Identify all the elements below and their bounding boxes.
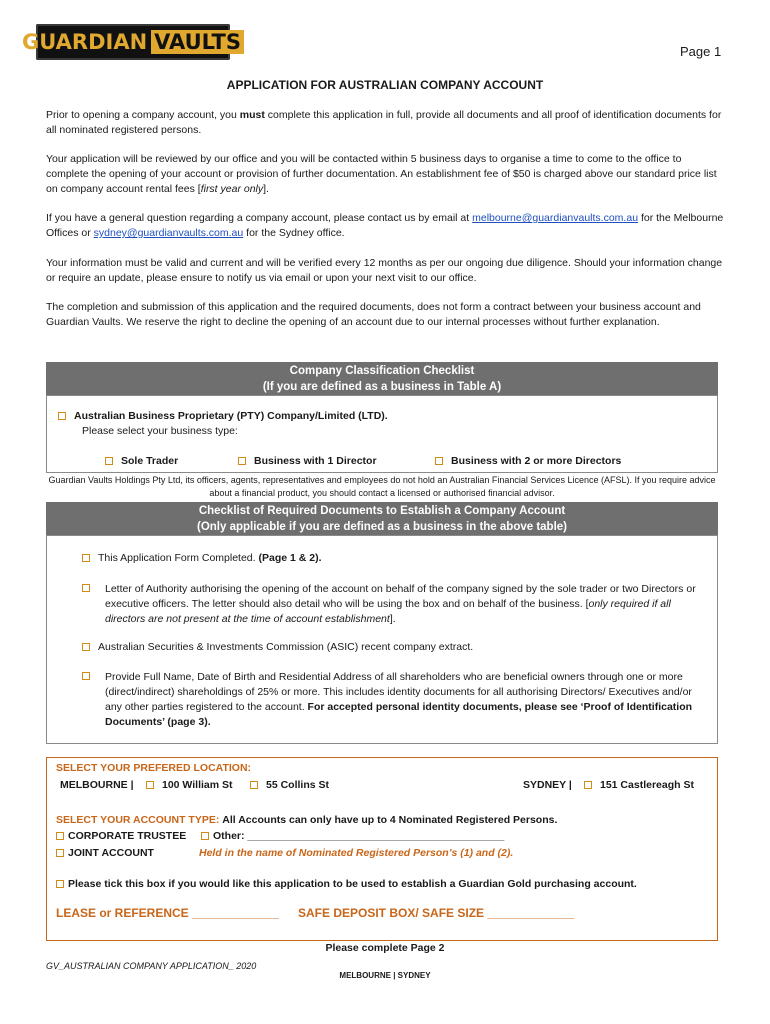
checkbox-icon[interactable] — [435, 457, 443, 465]
type-label: Business with 1 Director — [254, 455, 377, 467]
option-label: Other: ____________________________________________ — [213, 830, 505, 842]
page-title: APPLICATION FOR AUSTRALIAN COMPANY ACCOUNT — [226, 78, 544, 92]
checkbox-icon[interactable] — [146, 781, 154, 789]
account-type-heading: SELECT YOUR ACCOUNT TYPE: — [56, 814, 220, 826]
checkbox-icon[interactable] — [584, 781, 592, 789]
intro-paragraph-2 — [46, 152, 726, 197]
checkbox-icon[interactable] — [82, 672, 90, 680]
guardian-vaults-logo — [22, 24, 241, 60]
checkbox-icon[interactable] — [56, 849, 64, 857]
lease-reference-field[interactable]: LEASE or REFERENCE _____________ — [56, 906, 279, 920]
joint-account-note: Held in the name of Nominated Registered Person’s (1) and (2). — [199, 847, 514, 859]
type-sole-trader[interactable] — [105, 455, 178, 467]
type-two-directors[interactable] — [435, 455, 621, 467]
location-heading: SELECT YOUR PREFERED LOCATION: — [56, 762, 252, 774]
text: ]. — [263, 183, 269, 195]
checkbox-icon[interactable] — [82, 584, 90, 592]
text-bold: must — [239, 109, 265, 121]
text: Prior to opening a company account, you — [46, 109, 240, 121]
text-italic: first year only — [200, 183, 264, 195]
option-label: CORPORATE TRUSTEE — [68, 830, 187, 842]
logo-word-vaults: VAULTS — [151, 30, 244, 54]
text: for the Sydney office. — [243, 227, 345, 239]
account-corporate-trustee[interactable] — [56, 830, 186, 842]
doc-item-letter-of-authority — [105, 582, 705, 627]
item-text: Letter of Authority authorising the opening of the account on behalf of the company signed by the sole trader or two Directors or executive officers. The letter should also detail who will be using the box and on behalf of the business. [ — [105, 583, 696, 610]
footer-offices: MELBOURNE | SYDNEY — [339, 971, 431, 980]
sydney-email-link[interactable]: sydney@guardianvaults.com.au — [93, 227, 244, 239]
option-label: 151 Castlereagh St — [600, 779, 694, 791]
header-line-1: Company Classification Checklist — [289, 365, 475, 377]
type-label: Business with 2 or more Directors — [451, 455, 622, 467]
item-text: Australian Securities & Investments Commission (ASIC) recent company extract. — [98, 641, 474, 653]
option-label: Please tick this box if you would like this application to be used to establish a Guardian Gold purchasing account. — [68, 878, 637, 890]
doc-item-letter-checkbox[interactable] — [82, 582, 100, 594]
checkbox-icon[interactable] — [82, 643, 90, 651]
option-label: 100 William St — [162, 779, 233, 791]
melbourne-label: MELBOURNE | — [60, 779, 134, 791]
checkbox-icon[interactable] — [250, 781, 258, 789]
checkbox-icon[interactable] — [201, 832, 209, 840]
safe-size-field[interactable]: SAFE DEPOSIT BOX/ SAFE SIZE _____________ — [298, 906, 575, 920]
account-other[interactable] — [201, 830, 504, 842]
pty-company-option[interactable] — [58, 410, 388, 422]
account-type-row — [56, 814, 557, 826]
location-151-castlereagh-st[interactable] — [584, 779, 694, 791]
text: for the Melbourne Offices or — [46, 212, 724, 239]
option-label: Australian Business Proprietary (PTY) Company/Limited (LTD). — [74, 410, 388, 422]
option-label: JOINT ACCOUNT — [68, 847, 154, 859]
intro-paragraph-1 — [46, 108, 726, 138]
afsl-disclaimer: Guardian Vaults Holdings Pty Ltd, its officers, agents, representatives and employees do not hold an Australian Financial Services Licence (AFSL). If you require advice about a financial product, you should contact a licensed or authorised financial advisor. — [48, 475, 716, 498]
intro-paragraph-4: Your information must be valid and current and will be verified every 12 months as per our ongoing due diligence. Should your information change or require an update, please ensure to notify us via email or upon your next visit to our office. — [46, 257, 723, 284]
doc-item-shareholders-checkbox[interactable] — [82, 670, 100, 682]
item-text: This Application Form Completed. — [98, 552, 259, 564]
documents-header — [46, 502, 718, 535]
header-line-2: (Only applicable if you are defined as a business in the above table) — [196, 521, 568, 533]
doc-item-shareholders — [105, 670, 705, 730]
checkbox-icon[interactable] — [105, 457, 113, 465]
document-id: GV_AUSTRALIAN COMPANY APPLICATION_ 2020 — [46, 961, 257, 971]
checkbox-icon[interactable] — [56, 832, 64, 840]
text: Your application will be reviewed by our office and you will be contacted within 5 business days to organise a time to come to the office to complete the opening of your account or provision of further documentation. An establishment fee of $50 is charged above our standard price list on company account rental fees [ — [46, 153, 717, 195]
doc-item-application-form[interactable] — [82, 551, 702, 566]
intro-paragraph-5: The completion and submission of this application and the required documents, does not form a contract between your business account and Guardian Vaults. We reserve the right to decline the opening of an account due to our internal processes without further explanation. — [46, 301, 701, 328]
text: If you have a general question regarding a company account, please contact us by email at — [46, 212, 473, 224]
text: complete this application in full, provide all documents and all proof of identification documents for all nominated registered persons. — [46, 109, 722, 136]
header-line-2: (If you are defined as a business in Table A) — [262, 381, 502, 393]
sydney-label: SYDNEY | — [523, 779, 572, 791]
item-text-bold: (Page 1 & 2). — [258, 552, 322, 564]
checkbox-icon[interactable] — [58, 412, 66, 420]
doc-item-asic-extract[interactable] — [82, 640, 702, 655]
intro-paragraph-3 — [46, 211, 726, 241]
logo-word-guardian: GUARDIAN — [22, 30, 148, 54]
item-text-bold: For accepted personal identity documents, please see ‘Proof of Identification Documents’ (page 3). — [105, 701, 693, 728]
gold-account-option[interactable] — [56, 878, 637, 890]
melbourne-email-link[interactable]: melbourne@guardianvaults.com.au — [472, 212, 639, 224]
account-joint[interactable] — [56, 847, 154, 859]
continue-note: Please complete Page 2 — [325, 942, 445, 954]
header-line-1: Checklist of Required Documents to Establish a Company Account — [198, 505, 566, 517]
item-text: ]. — [389, 613, 396, 625]
select-prompt: Please select your business type: — [82, 425, 238, 437]
checkbox-icon[interactable] — [82, 554, 90, 562]
checkbox-icon[interactable] — [56, 880, 64, 888]
classification-header — [46, 362, 718, 395]
item-text-italic: only required if all directors are not present at the time of account establishment — [105, 598, 671, 625]
location-55-collins-st[interactable] — [250, 779, 329, 791]
account-type-note: All Accounts can only have up to 4 Nominated Registered Persons. — [222, 814, 558, 826]
type-label: Sole Trader — [121, 455, 179, 467]
checkbox-icon[interactable] — [238, 457, 246, 465]
page-number: Page 1 — [680, 44, 722, 59]
option-label: 55 Collins St — [266, 779, 330, 791]
type-one-director[interactable] — [238, 455, 377, 467]
location-100-william-st[interactable] — [146, 779, 233, 791]
item-text: Provide Full Name, Date of Birth and Residential Address of all shareholders who are beneficial owners through one or more (direct/indirect) shareholdings of 25% or more. This includes identity documents for all authorising Directors/ Executives and/or any other parties registered to the account. — [105, 671, 692, 713]
